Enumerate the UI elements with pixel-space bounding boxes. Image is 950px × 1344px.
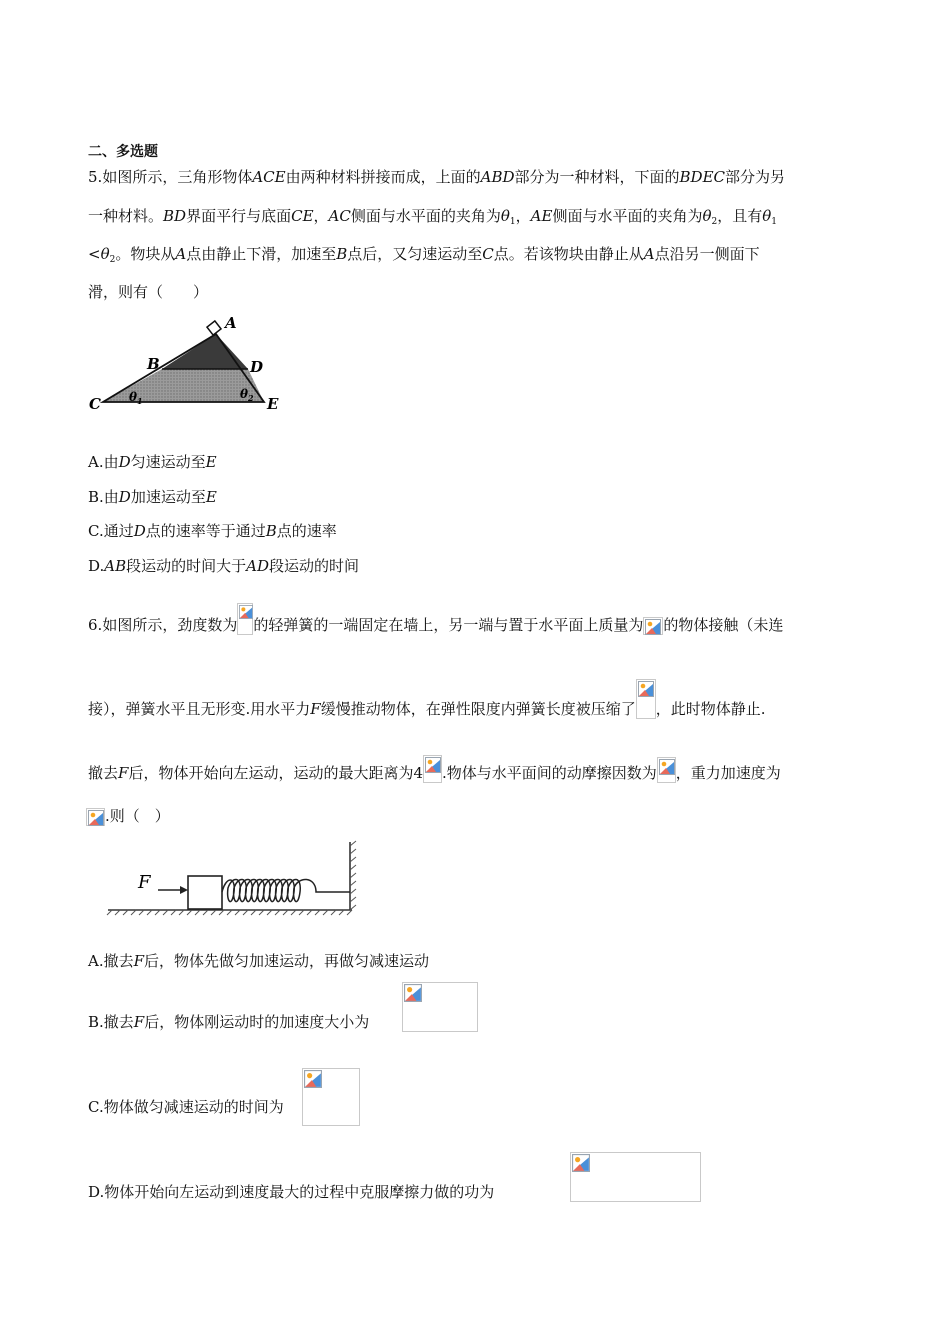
label-e: E (267, 395, 279, 413)
upper-material-abd (162, 334, 248, 369)
q6-line-3: 撤去F后，物体开始向左运动，运动的最大距离为4 .物体与水平面间的动摩擦因数为 ，重力加速度为 (88, 755, 781, 783)
image-placeholder-icon (657, 757, 676, 783)
object-block (188, 876, 222, 909)
q6-line-1: 6.如图所示，劲度数为 的轻弹簧的一端固定在墙上，另一端与置于水平面上质量为 的物体接触（未连 (88, 603, 783, 635)
image-placeholder-icon (302, 1068, 360, 1126)
image-placeholder-icon (643, 617, 663, 635)
label-theta1: $\theta_1$ (129, 390, 143, 406)
label-a: A (225, 314, 237, 332)
q5-line-3: $<\theta_2$。物块从A点由静止下滑，加速至B点后，又匀速运动至C点。若该物块由静止从A点沿另一侧面下 (88, 245, 760, 265)
q6-line-4: .则（ ） (86, 806, 170, 826)
q6-option-c: C.物体做匀减速运动的时间为 (88, 1098, 284, 1116)
label-d: D (250, 358, 264, 376)
q5-option-b: B.由D加速运动至E (88, 488, 217, 506)
q6-line-2: 接），弹簧水平且无形变.用水平力F缓慢推动物体，在弹性限度内弹簧长度被压缩了 ，此时物体静止. (88, 679, 766, 719)
q5-option-d: D.AB段运动的时间大于AD段运动的时间 (88, 557, 360, 575)
label-theta2: $\theta_2$ (240, 387, 254, 403)
q5-triangle-figure (86, 312, 286, 417)
q5-line-4: 滑，则有（ ） (88, 283, 209, 301)
q5-option-c: C.通过D点的速率等于通过B点的速率 (88, 522, 337, 540)
image-placeholder-icon (636, 679, 656, 719)
image-placeholder-icon (86, 808, 105, 826)
image-placeholder-icon (570, 1152, 701, 1202)
q6-option-b: B.撤去F后，物体刚运动时的加速度大小为 (88, 1013, 370, 1031)
force-label: F (138, 872, 151, 893)
label-c: C (89, 395, 101, 413)
image-placeholder-icon (237, 603, 253, 635)
image-placeholder-icon (423, 755, 442, 783)
q6-spring-figure (104, 840, 366, 920)
spring (222, 879, 350, 901)
q5-line-1: 5.如图所示，三角形物体ACE由两种材料拼接而成，上面的ABD部分为一种材料，下面的BDEC部分为另 (88, 168, 786, 186)
q6-option-a: A.撤去F后，物体先做匀加速运动，再做匀减速运动 (88, 952, 430, 970)
image-placeholder-icon (402, 982, 478, 1032)
block (207, 321, 221, 335)
q6-option-d: D.物体开始向左运动到速度最大的过程中克服摩擦力做的功为 (88, 1183, 495, 1201)
q5-option-a: A.由D匀速运动至E (88, 453, 217, 471)
q5-line-2: 一种材料。BD界面平行与底面CE，AC侧面与水平面的夹角为$\theta_1$，AE侧面与水平面的夹角为$\theta_2$，且有$\theta_1$ (88, 207, 778, 227)
section-heading: 二、多选题 (88, 144, 158, 160)
label-b: B (147, 355, 160, 373)
